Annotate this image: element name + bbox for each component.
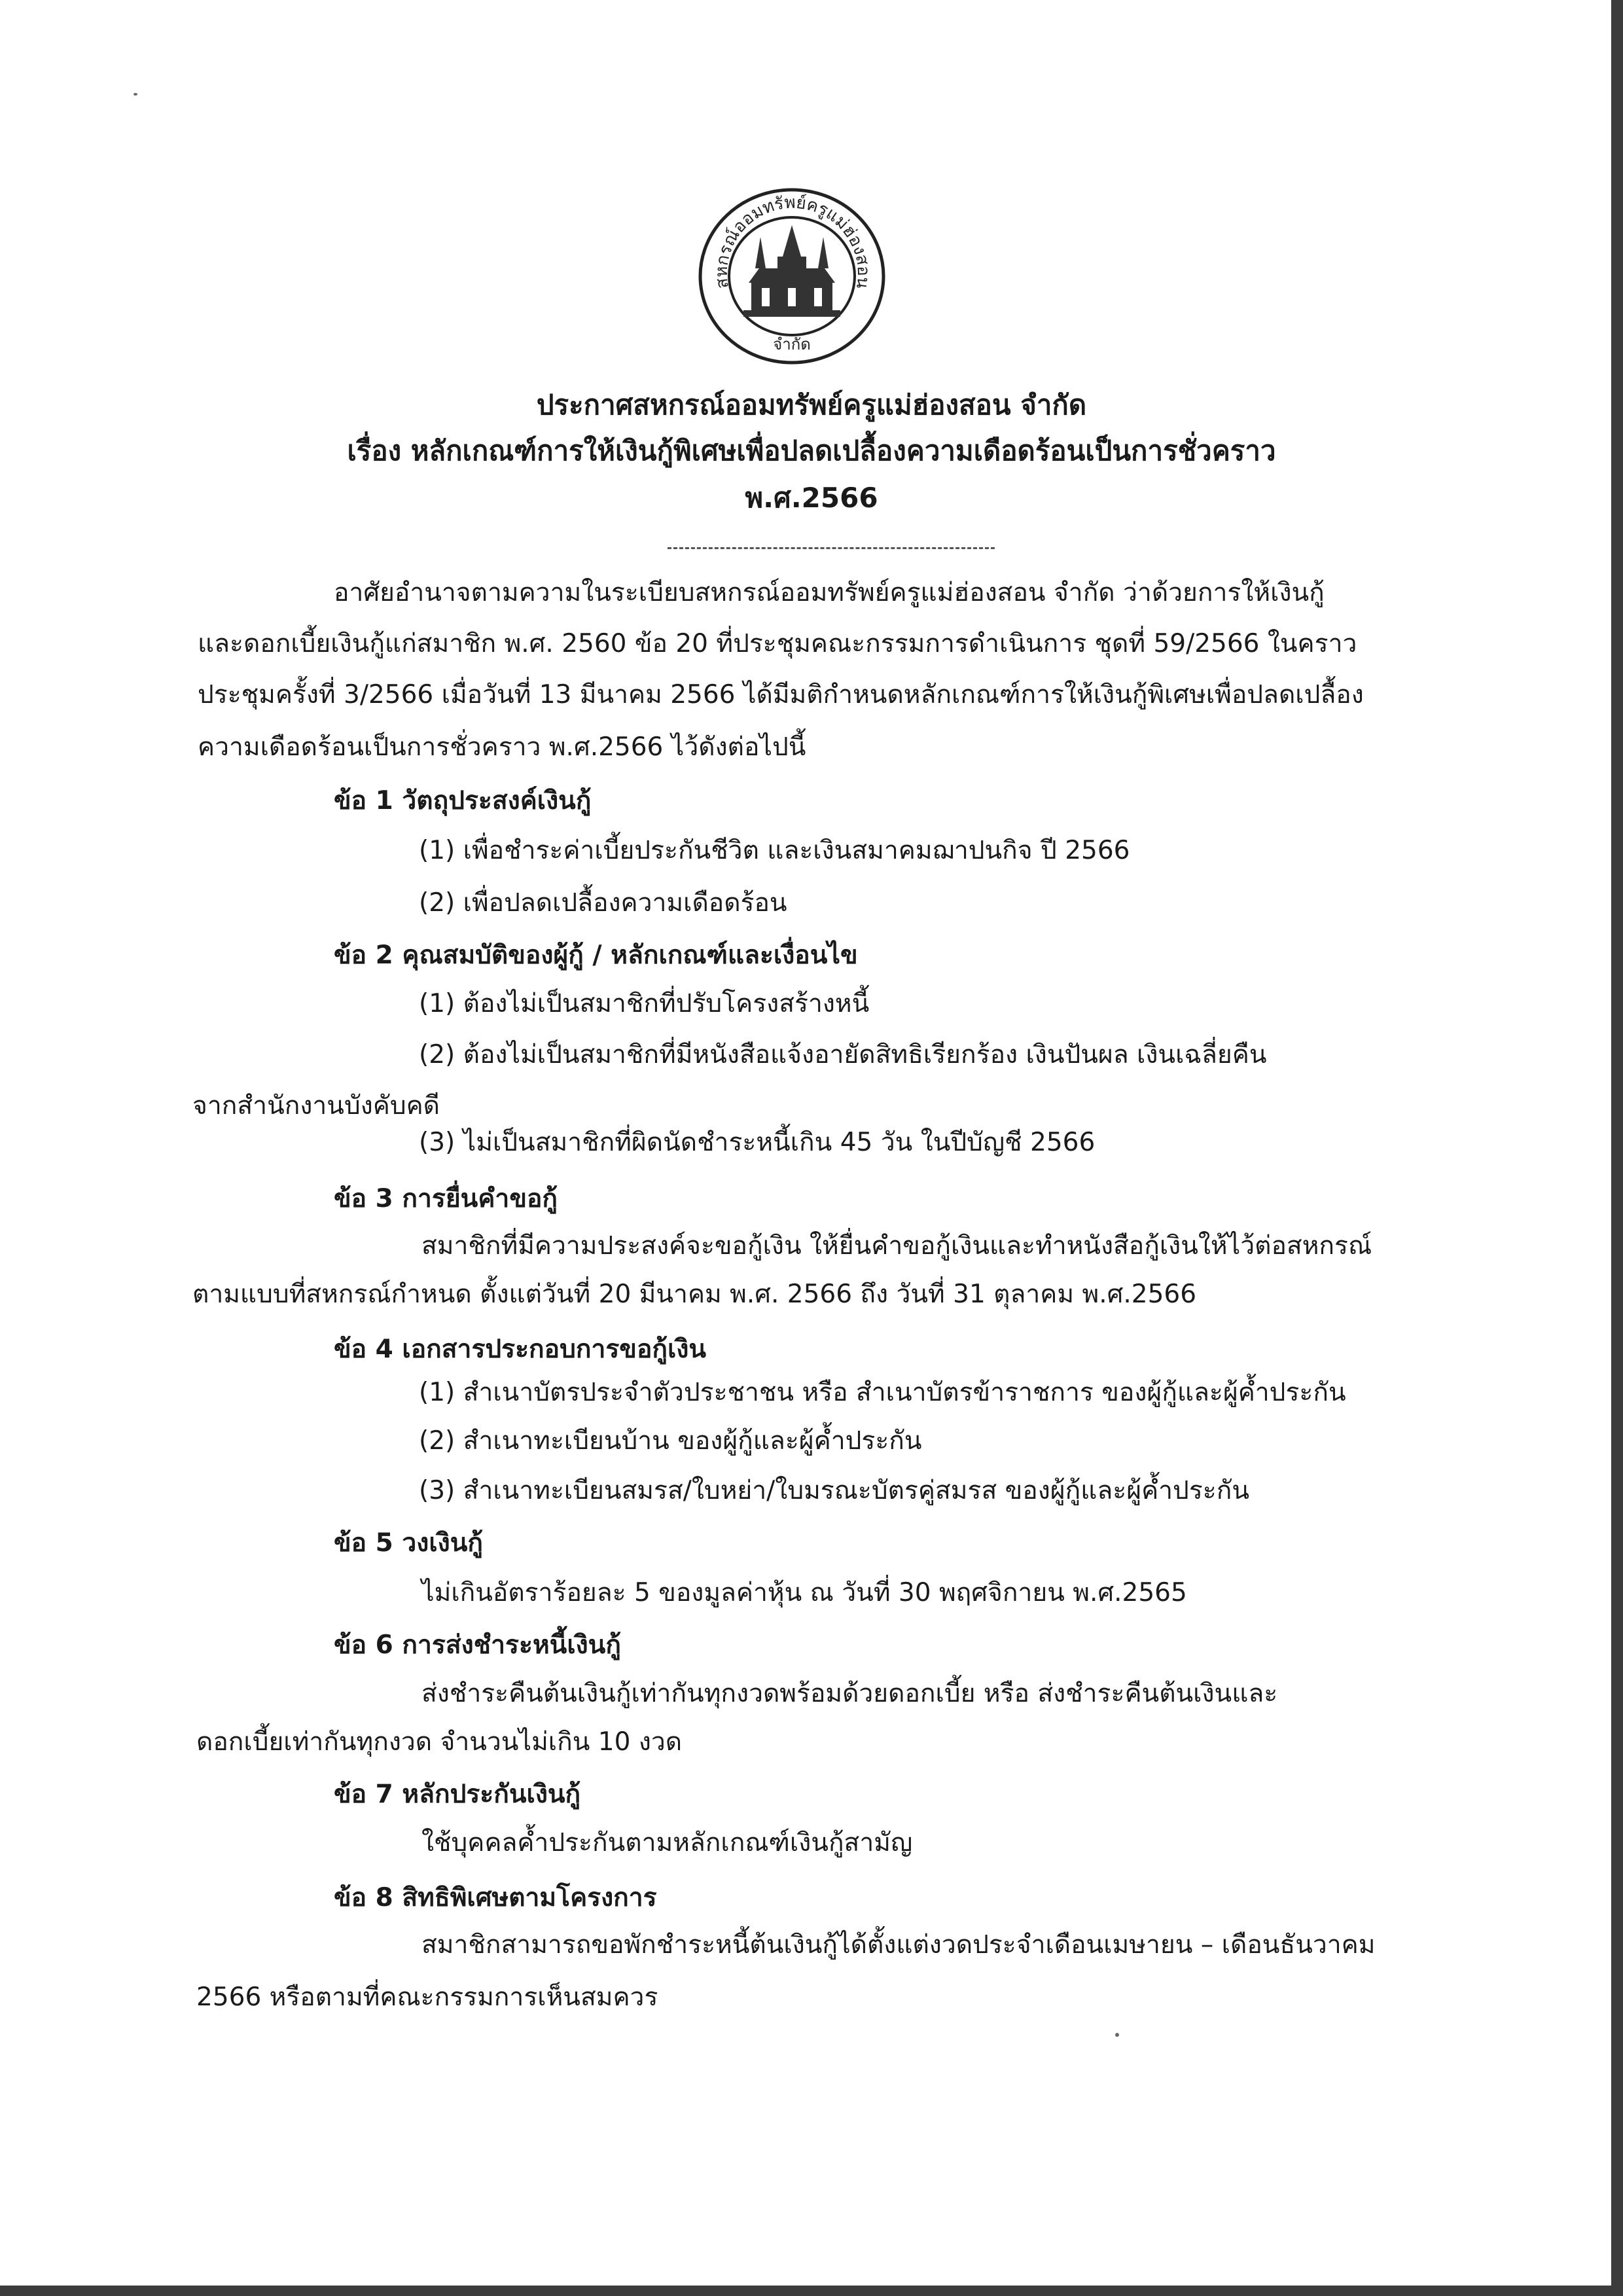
scan-edge-bottom: [0, 2286, 1623, 2296]
section-line: ตามแบบที่สหกรณ์กำหนด ตั้งแต่วันที่ 20 มีนาคม พ.ศ. 2566 ถึง วันที่ 31 ตุลาคม พ.ศ.2566: [192, 1280, 1197, 1309]
section-line: (1) ต้องไม่เป็นสมาชิกที่ปรับโครงสร้างหนี้: [419, 989, 870, 1018]
scan-edge-right: [1611, 0, 1623, 2296]
intro-line: ประชุมครั้งที่ 3/2566 เมื่อวันที่ 13 มีนาคม 2566 ได้มีมติกำหนดหลักเกณฑ์การให้เงินกู้พิเศษเพื่อปลดเปลื้อง: [198, 680, 1364, 709]
seal-bottom-text: จำกัด: [773, 335, 811, 353]
section-heading: ข้อ 8 สิทธิพิเศษตามโครงการ: [334, 1883, 657, 1912]
section-heading: ข้อ 7 หลักประกันเงินกู้: [334, 1780, 581, 1809]
section-line: ดอกเบี้ยเท่ากันทุกงวด จำนวนไม่เกิน 10 งวด: [196, 1727, 683, 1757]
section-line: (3) ไม่เป็นสมาชิกที่ผิดนัดชำระหนี้เกิน 45 วัน ในปีบัญชี 2566: [419, 1128, 1096, 1157]
header-divider: [668, 547, 995, 549]
temple-emblem: [743, 225, 840, 317]
seal-ring-text: สหกรณ์ออมทรัพย์ครูแม่ฮ่องสอน: [711, 192, 874, 290]
announcement-subject: เรื่อง หลักเกณฑ์การให้เงินกู้พิเศษเพื่อปลดเปลื้องความเดือดร้อนเป็นการชั่วคราว: [347, 435, 1276, 467]
section-line: (1) สำเนาบัตรประจำตัวประชาชน หรือ สำเนาบัตรข้าราชการ ของผู้กู้และผู้ค้ำประกัน: [419, 1378, 1346, 1407]
intro-line: ความเดือดร้อนเป็นการชั่วคราว พ.ศ.2566 ไว้ดังต่อไปนี้: [198, 732, 806, 762]
intro-line: และดอกเบี้ยเงินกู้แก่สมาชิก พ.ศ. 2560 ข้อ 20 ที่ประชุมคณะกรรมการดำเนินการ ชุดที่ 59/2566 ในคราว: [198, 629, 1357, 658]
intro-line: อาศัยอำนาจตามความในระเบียบสหกรณ์ออมทรัพย์ครูแม่ฮ่องสอน จำกัด ว่าด้วยการให้เงินกู้: [334, 578, 1325, 607]
announcement-title: ประกาศสหกรณ์ออมทรัพย์ครูแม่ฮ่องสอน จำกัด: [536, 389, 1087, 421]
section-line: ใช้บุคคลค้ำประกันตามหลักเกณฑ์เงินกู้สามัญ: [421, 1828, 913, 1857]
section-heading: ข้อ 4 เอกสารประกอบการขอกู้เงิน: [334, 1335, 707, 1364]
section-heading: ข้อ 1 วัตถุประสงค์เงินกู้: [334, 786, 592, 816]
section-line: (2) สำเนาทะเบียนบ้าน ของผู้กู้และผู้ค้ำประกัน: [419, 1426, 922, 1456]
section-line: (2) ต้องไม่เป็นสมาชิกที่มีหนังสือแจ้งอายัดสิทธิเรียกร้อง เงินปันผล เงินเฉลี่ยคืน: [419, 1040, 1267, 1069]
section-heading: ข้อ 5 วงเงินกู้: [334, 1528, 483, 1558]
section-line: สมาชิกที่มีความประสงค์จะขอกู้เงิน ให้ยื่นคำขอกู้เงินและทำหนังสือกู้เงินให้ไว้ต่อสหกรณ์: [421, 1231, 1372, 1261]
section-line: 2566 หรือตามที่คณะกรรมการเห็นสมควร: [196, 1982, 658, 2012]
section-line: (3) สำเนาทะเบียนสมรส/ใบหย่า/ใบมรณะบัตรคู่สมรส ของผู้กู้และผู้ค้ำประกัน: [419, 1476, 1249, 1505]
section-line: ส่งชำระคืนต้นเงินกู้เท่ากันทุกงวดพร้อมด้วยดอกเบี้ย หรือ ส่งชำระคืนต้นเงินและ: [421, 1679, 1278, 1708]
section-heading: ข้อ 6 การส่งชำระหนี้เงินกู้: [334, 1630, 621, 1660]
section-line: จากสำนักงานบังคับคดี: [192, 1091, 440, 1121]
scan-speck: [134, 93, 137, 96]
section-heading: ข้อ 2 คุณสมบัติของผู้กู้ / หลักเกณฑ์และเงื่อนไข: [334, 941, 858, 970]
cooperative-seal: [694, 185, 890, 368]
section-heading: ข้อ 3 การยื่นคำขอกู้: [334, 1184, 558, 1213]
section-line: (2) เพื่อปลดเปลื้องความเดือดร้อน: [419, 888, 787, 918]
announcement-year: พ.ศ.2566: [745, 482, 878, 514]
scan-speck: [1115, 2033, 1119, 2037]
section-line: สมาชิกสามารถขอพักชำระหนี้ต้นเงินกู้ได้ตั้งแต่งวดประจำเดือนเมษายน – เดือนธันวาคม: [421, 1930, 1376, 1960]
section-line: (1) เพื่อชำระค่าเบี้ยประกันชีวิต และเงินสมาคมฌาปนกิจ ปี 2566: [419, 836, 1130, 865]
section-line: ไม่เกินอัตราร้อยละ 5 ของมูลค่าหุ้น ณ วันที่ 30 พฤศจิกายน พ.ศ.2565: [421, 1578, 1187, 1607]
